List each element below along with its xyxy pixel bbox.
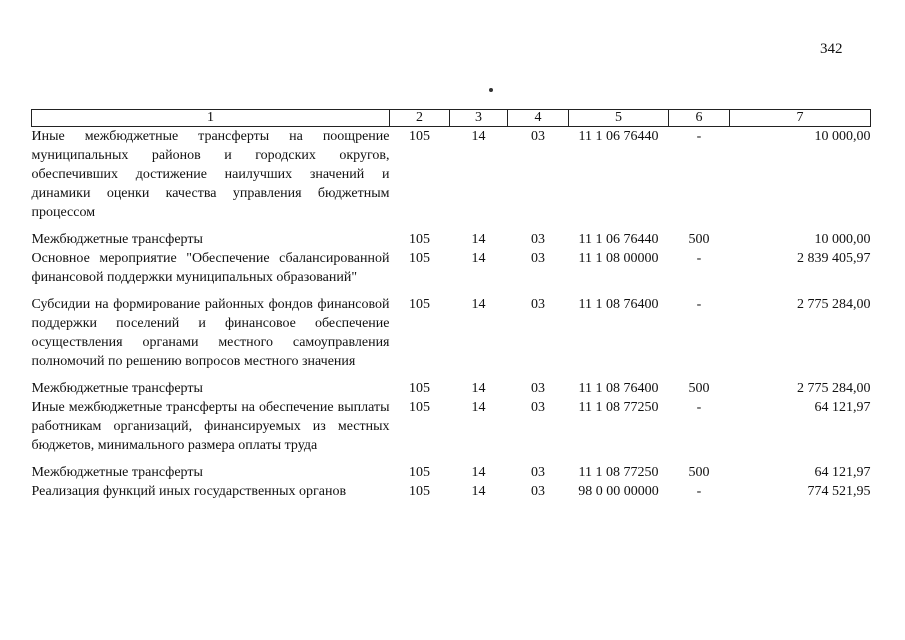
table-row xyxy=(32,295,871,379)
row-code-3: 14 xyxy=(471,251,486,266)
table-row xyxy=(32,398,871,463)
header-cell: 7 xyxy=(730,110,871,127)
decorative-dot xyxy=(489,88,493,92)
row-name: Межбюджетные трансферты xyxy=(31,465,203,480)
row-code-4: 03 xyxy=(531,232,545,247)
row-code-4: 03 xyxy=(531,129,545,144)
row-code-2: 105 xyxy=(409,232,430,247)
table-row xyxy=(32,230,871,249)
row-name: Межбюджетные трансферты xyxy=(31,381,203,396)
row-amount: 10 000,00 xyxy=(814,129,871,144)
row-code-3: 14 xyxy=(471,232,486,247)
row-code-5: 98 0 00 00000 xyxy=(578,484,659,499)
row-code-2: 105 xyxy=(409,251,430,266)
table-row xyxy=(32,463,871,482)
header-cell: 4 xyxy=(508,110,569,127)
row-name: Межбюджетные трансферты xyxy=(31,232,203,247)
row-amount: 774 521,95 xyxy=(807,484,871,499)
row-code-6: 500 xyxy=(688,381,710,396)
row-code-3: 14 xyxy=(471,381,486,396)
row-code-4: 03 xyxy=(531,251,545,266)
row-amount: 2 775 284,00 xyxy=(797,381,871,396)
table-row xyxy=(32,249,871,295)
row-amount: 64 121,97 xyxy=(814,465,871,480)
row-code-6: - xyxy=(696,400,702,415)
row-code-5: 11 1 06 76440 xyxy=(578,232,659,247)
row-code-5: 11 1 06 76440 xyxy=(578,129,659,144)
row-code-3: 14 xyxy=(471,400,486,415)
row-name: Иные межбюджетные трансферты на поощрение муниципальных районов и городских округов, обеспечивших достижение наилучших значений и динамики оценки качества управления бюджетным процессом xyxy=(31,129,390,220)
table-row xyxy=(32,127,871,231)
row-code-3: 14 xyxy=(471,465,486,480)
row-amount: 2 775 284,00 xyxy=(797,297,871,312)
header-cell: 1 xyxy=(32,110,390,127)
row-code-5: 11 1 08 76400 xyxy=(578,381,659,396)
page-number: 342 xyxy=(820,41,843,57)
row-code-2: 105 xyxy=(409,129,430,144)
budget-table xyxy=(31,109,871,501)
row-code-3: 14 xyxy=(471,297,486,312)
row-code-6: 500 xyxy=(688,232,710,247)
row-code-2: 105 xyxy=(409,400,430,415)
header-cell: 3 xyxy=(450,110,508,127)
row-code-4: 03 xyxy=(531,465,545,480)
row-name: Реализация функций иных государственных органов xyxy=(31,484,347,499)
row-code-4: 03 xyxy=(531,400,545,415)
table-row xyxy=(32,379,871,398)
row-code-6: - xyxy=(696,297,702,312)
row-code-2: 105 xyxy=(409,381,430,396)
row-amount: 10 000,00 xyxy=(814,232,871,247)
header-row xyxy=(32,110,871,127)
row-name: Иные межбюджетные трансферты на обеспечение выплаты работникам организаций, финансируемых из местных бюджетов, минимального размера оплаты труда xyxy=(31,400,390,453)
row-code-3: 14 xyxy=(471,484,486,499)
row-code-4: 03 xyxy=(531,381,545,396)
row-code-5: 11 1 08 76400 xyxy=(578,297,659,312)
header-cell: 2 xyxy=(390,110,450,127)
header-cell: 5 xyxy=(569,110,669,127)
row-code-3: 14 xyxy=(471,129,486,144)
row-code-5: 11 1 08 77250 xyxy=(578,465,659,480)
table-row xyxy=(32,482,871,501)
row-code-5: 11 1 08 77250 xyxy=(578,400,659,415)
row-code-2: 105 xyxy=(409,465,430,480)
row-amount: 64 121,97 xyxy=(814,400,871,415)
row-name: Основное мероприятие "Обеспечение сбалансированной финансовой поддержки муниципальных образований" xyxy=(31,251,390,285)
row-code-4: 03 xyxy=(531,484,545,499)
row-code-6: - xyxy=(696,484,702,499)
row-code-6: - xyxy=(696,129,702,144)
row-code-6: 500 xyxy=(688,465,710,480)
header-cell: 6 xyxy=(669,110,730,127)
row-code-6: - xyxy=(696,251,702,266)
row-code-4: 03 xyxy=(531,297,545,312)
row-code-2: 105 xyxy=(409,297,430,312)
row-code-2: 105 xyxy=(409,484,430,499)
row-amount: 2 839 405,97 xyxy=(797,251,871,266)
row-name: Субсидии на формирование районных фондов финансовой поддержки поселений и финансовое обеспечение осуществления органами местного самоуправления полномочий по решению вопросов местного значения xyxy=(31,297,390,369)
row-code-5: 11 1 08 00000 xyxy=(578,251,659,266)
